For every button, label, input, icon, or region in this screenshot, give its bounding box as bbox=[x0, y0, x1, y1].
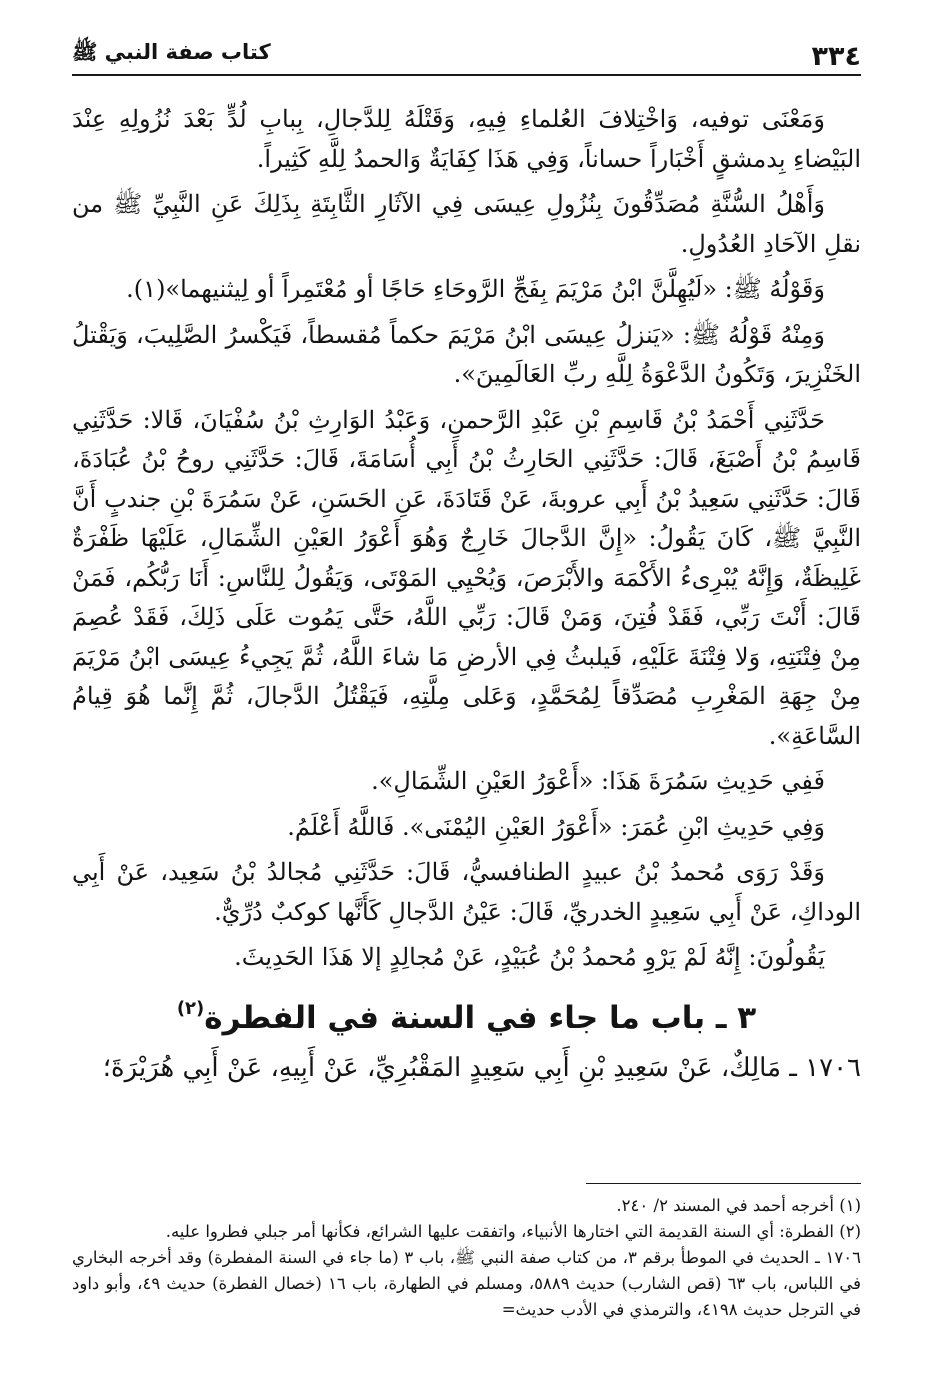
footnote-1706: ١٧٠٦ ـ الحديث في الموطأ برقم ٣، من كتاب صفة النبي ﷺ، باب ٣ (ما جاء في السنة المفطرة) وقد أخرجه البخاري في اللباس، باب ٦٣ (قص الشارب) حديث ٥٨٨٩، ومسلم في الطهارة، باب ١٦ (خصال الفطرة) حديث ٤٩، وأبو داود في الترجل حديث ٤١٩٨، والترمذي في الأدب حديث= bbox=[72, 1248, 861, 1319]
hadith-1706: ١٧٠٦ ـ مَالِكٌ، عَنْ سَعِيدِ بْنِ أَبِي سَعِيدٍ المَقْبُرِيِّ، عَنْ أَبِيهِ، عَنْ أَبِي هُرَيْرَةَ؛ bbox=[102, 1052, 861, 1083]
paragraph-9: يَقُولُونَ: إِنَّهُ لَمْ يَرْوِ مُحمدُ بْنُ عُبَيْدٍ، عَنْ مُجالِدٍ إلا هَذَا الحَدِيثَ. bbox=[234, 943, 825, 971]
footnote-1: (١) أخرجه أحمد في المسند ٢/ ٢٤٠. bbox=[616, 1196, 861, 1215]
chapter-footnote-ref: (٢) bbox=[176, 997, 205, 1019]
footnote-divider bbox=[586, 1183, 861, 1184]
running-title: كتاب صفة النبي ﷺ bbox=[72, 40, 271, 64]
footnotes bbox=[72, 1193, 861, 1323]
paragraph-7: وَفِي حَدِيثِ ابْنِ عُمَرَ: «أَعْوَرُ العَيْنِ اليُمْنَى». فَاللَّهُ أَعْلَمُ. bbox=[287, 812, 825, 841]
chapter-title: ٣ ـ باب ما جاء في السنة في الفطرة bbox=[204, 999, 757, 1036]
paragraph-4: وَمِنْهُ قَوْلُهُ ﷺ: «يَنزلُ عِيسَى ابْنُ مَرْيَمَ حكماً مُقسطاً، فَيَكْسرُ الصَّلِيبَ، وَيَقْتلُ الخَنْزِيرَ، وَتَكُونُ الدَّعْوَةُ لِلَّهِ ربِّ العَالَمِينَ». bbox=[72, 320, 861, 388]
paragraph-6: فَفِي حَدِيثِ سَمُرَةَ هَذَا: «أَعْوَرُ العَيْنِ الشِّمَالِ». bbox=[371, 767, 825, 795]
paragraph-3: وَقَوْلُهُ ﷺ: «لَيُهِلَّنَّ ابْنُ مَرْيَمَ بِفَجِّ الرَّوحَاءِ حَاجًا أو مُعْتَمِراً أو لِيثنيهما»(١). bbox=[126, 275, 825, 303]
main-text bbox=[72, 100, 861, 1094]
paragraph-1: وَمَعْنَى توفيه، وَاخْتِلافَ العُلماءِ فِيهِ، وَقَتْلَهُ لِلدَّجالِ، بِبابِ لُدٍّ بَعْدَ نُزُولِهِ عِنْدَ البَيْضاءِ بِدمشقٍ أَخْبَاراً حساناً، وَفِي هَذَا كِفَايَةٌ وَالحمدُ لِلَّهِ كَثِيراً. bbox=[72, 105, 861, 173]
paragraph-2: وَأَهْلُ السُّنَّةِ مُصَدِّقُونَ بِنُزُولِ عِيسَى فِي الآثَارِ الثَّابِتَةِ بِذَلِكَ عَنِ النَّبِيِّ ﷺ من نقلِ الآحَادِ العُدُولِ. bbox=[72, 190, 861, 258]
page-number: ٣٣٤ bbox=[811, 41, 861, 72]
paragraph-8: وَقَدْ رَوَى مُحمدُ بْنُ عبيدٍ الطنافسيُّ، قَالَ: حَدَّثَنِي مُجالدُ بْنُ سَعِيد، عَنْ أَبِي الوداكِ، عَنْ أَبِي سَعِيدٍ الخدريِّ، قَالَ: عَيْنُ الدَّجالِ كَأَنَّها كوكبٌ دُرِّيٌّ. bbox=[72, 858, 861, 926]
chapter-heading bbox=[72, 986, 861, 1041]
paragraph-5-isnad: حَدَّثَنِي أَحْمَدُ بْنُ قَاسِمِ بْنِ عَبْدِ الرَّحمنِ، وَعَبْدُ الوَارِثِ بْنُ سُفْيَانَ، قَالا: حَدَّثَنِي قَاسِمُ بْنُ أَصْبَغَ، قَالَ: حَدَّثَنِي الحَارِثُ بْنُ أَبِي أُسَامَةَ، قَالَ: حَدَّثَنِي روحُ بْنُ عُبَادَةَ، قَالَ: حَدَّثَنِي سَعِيدُ بْنُ أَبِي عروبةَ، عَنْ قَتَادَةَ، عَنِ الحَسَنِ، عَنْ سَمُرَةَ بْنِ جندبٍ أَنَّ النَّبِيَّ ﷺ، كَانَ يَقُولُ: «إِنَّ الدَّجالَ خَارِجٌ وَهُوَ أَعْوَرُ العَيْنِ الشِّمَالِ، عَلَيْهَا ظَفْرَةٌ غَلِيظَةٌ، وَإِنَّهُ يُبْرِىءُ الأَكْمَهَ والأَبْرَصَ، وَيُحْيِي المَوْتَى، وَيَقُولُ لِلنَّاسِ: أَنَا رَبُّكُم، فَمَنْ قَالَ: أَنْتَ رَبِّي، فَقَدْ فُتِنَ، وَمَنْ قَالَ: رَبِّي اللَّهُ، حَتَّى يَمُوت عَلَى ذَلِكَ، فَقَدْ عُصِمَ مِنْ فِتْنَتِهِ، وَلا فِتْنَةَ عَلَيْهِ، فَيلبثُ فِي الأرضِ مَا شاءَ اللَّهُ، ثُمَّ يَجِيءُ عِيسَى ابْنُ مَرْيَمَ مِنْ جِهَةِ المَغْرِبِ مُصَدِّقاً لِمُحَمَّدٍ، وَعَلى مِلَّتِهِ، فَيَقْتُلُ الدَّجالَ، ثُمَّ إِنَّما هُوَ قِيامُ السَّاعَةِ». bbox=[72, 405, 861, 750]
footnote-2: (٢) الفطرة: أي السنة القديمة التي اختارها الأنبياء، واتفقت عليها الشرائع، فكأنها أمر جبلي فطروا عليه. bbox=[165, 1222, 861, 1241]
page-header bbox=[72, 38, 861, 76]
